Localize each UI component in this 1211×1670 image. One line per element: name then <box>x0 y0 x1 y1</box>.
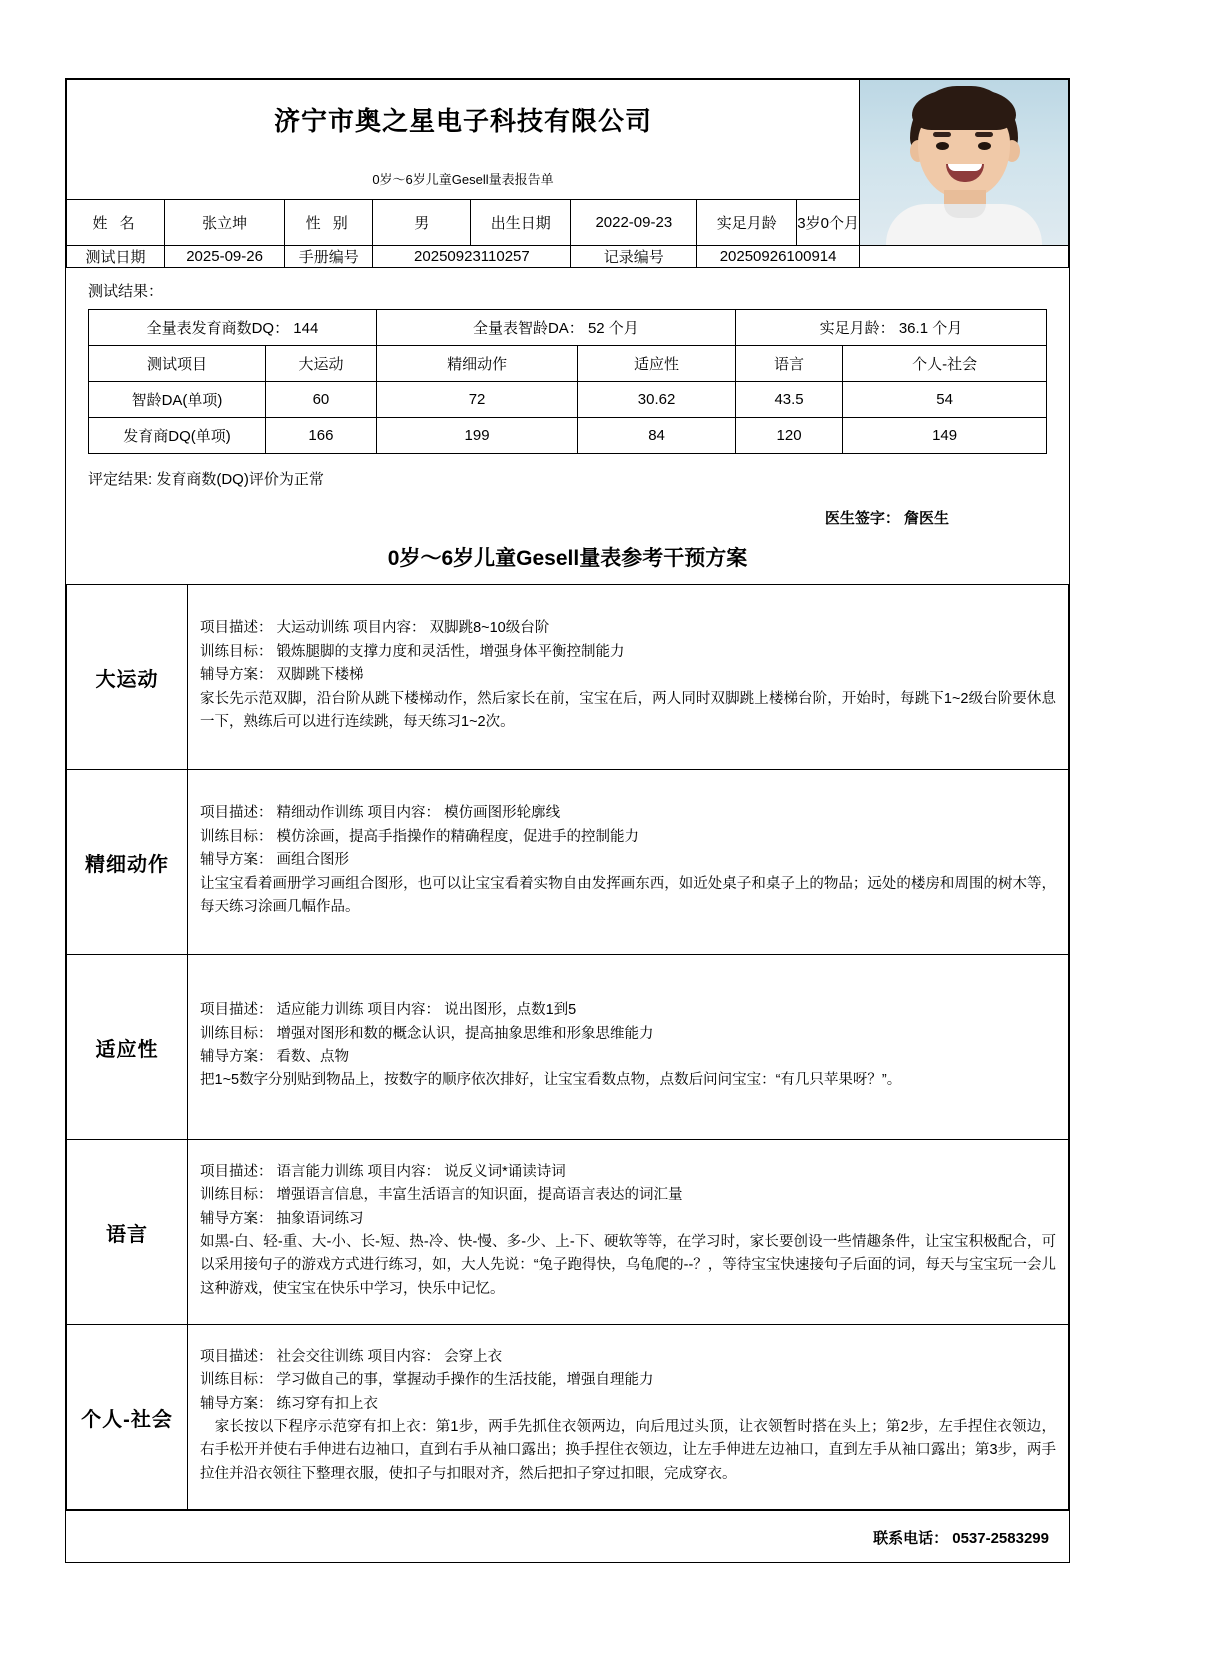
plan-line-description: 项目描述： 适应能力训练 项目内容： 说出图形，点数1到5 <box>200 1002 577 1019</box>
plan-content-personal-social <box>188 1325 1069 1510</box>
col-header-fine-motor: 精细动作 <box>376 346 577 382</box>
cell-da-gross-motor: 60 <box>266 382 377 418</box>
summary-dq: 全量表发育商数DQ： 144 <box>89 310 377 346</box>
plan-line-description: 项目描述： 语言能力训练 项目内容： 说反义词*诵读诗词 <box>200 1163 566 1180</box>
value-manual-no: 20250923110257 <box>373 246 571 268</box>
plan-line-description: 项目描述： 大运动训练 项目内容： 双脚跳8~10级台阶 <box>200 620 550 637</box>
cell-dq-personal-social: 149 <box>843 418 1047 454</box>
plan-category-adaptive: 适应性 <box>67 955 188 1140</box>
results-table <box>88 309 1047 454</box>
plan-row <box>67 1140 1069 1325</box>
plan-title: 0岁～6岁儿童Gesell量表参考干预方案 <box>387 547 748 570</box>
plan-line-method: 辅导方案： 看数、点物 <box>200 1049 350 1065</box>
col-header-item: 测试项目 <box>89 346 266 382</box>
plan-paragraph: 把1~5数字分别贴到物品上，按数字的顺序依次排好，让宝宝看数点物，点数后问问宝宝：“有几只苹果呀？”。 <box>200 1072 902 1089</box>
plan-category-fine-motor: 精细动作 <box>67 770 188 955</box>
cell-da-adaptive: 30.62 <box>578 382 736 418</box>
plan-row <box>67 955 1069 1140</box>
plan-paragraph: 家长按以下程序示范穿有扣上衣：第1步，两手先抓住衣领两边，向后甩过头顶，让衣领暂时搭在头上；第2步，左手捏住衣领边，右手松开并使右手伸进右边袖口，直到右手从袖口露出；换手捏住衣领边，让左手伸进左边袖口，直到左手从袖口露出；第3步，两手拉住并沿衣领往下整理衣服，使扣子与扣眼对齐，然后把扣子穿过扣眼，完成穿衣。 <box>200 1419 1056 1482</box>
contact-phone: 联系电话： 0537-2583299 <box>66 1510 1069 1562</box>
cell-dq-fine-motor: 199 <box>376 418 577 454</box>
col-header-gross-motor: 大运动 <box>266 346 377 382</box>
plan-paragraph: 让宝宝看着画册学习画组合图形，也可以让宝宝看着实物自由发挥画东西，如近处桌子和桌子上的物品；远处的楼房和周围的树木等，每天练习涂画几幅作品。 <box>200 875 1056 916</box>
header-table <box>66 79 1069 268</box>
plan-row <box>67 1325 1069 1510</box>
plan-category-personal-social: 个人-社会 <box>67 1325 188 1510</box>
value-actual-age: 3岁0个月 <box>797 199 860 245</box>
results-table-wrapper <box>66 309 1069 454</box>
report-subtitle: 0岁～6岁儿童Gesell量表报告单 <box>67 158 860 199</box>
plan-line-goal: 训练目标： 增强语言信息，丰富生活语言的知识面，提高语言表达的词汇量 <box>200 1187 683 1204</box>
plan-line-method: 辅导方案： 抽象语词练习 <box>200 1210 364 1227</box>
table-row <box>89 418 1047 454</box>
cell-dq-language: 120 <box>735 418 842 454</box>
plan-line-method: 辅导方案： 画组合图形 <box>200 852 350 869</box>
cell-da-personal-social: 54 <box>843 382 1047 418</box>
results-section-label: 测试结果： <box>88 283 164 300</box>
label-test-date: 测试日期 <box>67 246 165 268</box>
label-actual-age: 实足月龄 <box>697 199 797 245</box>
plan-line-description: 项目描述： 精细动作训练 项目内容： 模仿画图形轮廓线 <box>200 805 561 822</box>
table-header-row <box>89 346 1047 382</box>
label-record-no: 记录编号 <box>571 246 697 268</box>
plan-category-language: 语言 <box>67 1140 188 1325</box>
label-name: 姓 名 <box>67 199 165 245</box>
col-header-language: 语言 <box>735 346 842 382</box>
plan-content-fine-motor <box>188 770 1069 955</box>
plan-line-method: 辅导方案： 双脚跳下楼梯 <box>200 667 364 684</box>
photo-spacer <box>859 246 1068 268</box>
plan-line-description: 项目描述： 社会交往训练 项目内容： 会穿上衣 <box>200 1348 503 1365</box>
plan-line-goal: 训练目标： 模仿涂画，提高手指操作的精确程度，促进手的控制能力 <box>200 828 640 845</box>
row-label-dq: 发育商DQ(单项) <box>89 418 266 454</box>
label-birth-date: 出生日期 <box>471 199 571 245</box>
value-test-date: 2025-09-26 <box>165 246 285 268</box>
value-name: 张立坤 <box>165 199 285 245</box>
cell-da-language: 43.5 <box>735 382 842 418</box>
plan-paragraph: 如黑-白、轻-重、大-小、长-短、热-冷、快-慢、多-少、上-下、硬软等等，在学习时，家长要创设一些情趣条件，让宝宝积极配合，可以采用接句子的游戏方式进行练习，如，大人先说：“兔子跑得快，乌龟爬的--？，等待宝宝快速接句子后面的词，每天与宝宝玩一会儿这种游戏，使宝宝在快乐中学习，快乐中记忆。 <box>200 1234 1056 1297</box>
plan-line-goal: 训练目标： 学习做自己的事，掌握动手操作的生活技能，增强自理能力 <box>200 1372 654 1389</box>
plan-row <box>67 770 1069 955</box>
child-photo-cell <box>859 80 1068 246</box>
row-label-da: 智龄DA(单项) <box>89 382 266 418</box>
plan-content-adaptive <box>188 955 1069 1140</box>
value-record-no: 20250926100914 <box>697 246 860 268</box>
doctor-signature: 医生签字： 詹医生 <box>824 510 949 527</box>
plan-content-gross-motor <box>188 585 1069 770</box>
label-gender: 性 别 <box>285 199 373 245</box>
summary-da: 全量表智龄DA： 52 个月 <box>376 310 735 346</box>
plan-line-goal: 训练目标： 锻炼腿脚的支撑力度和灵活性，增强身体平衡控制能力 <box>200 643 625 660</box>
child-photo <box>860 80 1068 245</box>
plan-row <box>67 585 1069 770</box>
value-gender: 男 <box>373 199 471 245</box>
table-row <box>89 382 1047 418</box>
cell-da-fine-motor: 72 <box>376 382 577 418</box>
cell-dq-gross-motor: 166 <box>266 418 377 454</box>
col-header-personal-social: 个人-社会 <box>843 346 1047 382</box>
plan-line-method: 辅导方案： 练习穿有扣上衣 <box>200 1395 379 1412</box>
intervention-plan-table <box>66 584 1069 1510</box>
summary-actual-months: 实足月龄： 36.1 个月 <box>735 310 1046 346</box>
plan-category-gross-motor: 大运动 <box>67 585 188 770</box>
plan-content-language <box>188 1140 1069 1325</box>
plan-line-goal: 训练目标： 增强对图形和数的概念认识，提高抽象思维和形象思维能力 <box>200 1025 654 1042</box>
summary-row <box>89 310 1047 346</box>
cell-dq-adaptive: 84 <box>578 418 736 454</box>
col-header-adaptive: 适应性 <box>578 346 736 382</box>
evaluation-result: 评定结果: 发育商数(DQ)评价为正常 <box>88 471 324 488</box>
company-title: 济宁市奥之星电子科技有限公司 <box>67 80 860 159</box>
value-birth-date: 2022-09-23 <box>571 199 697 245</box>
plan-paragraph: 家长先示范双脚，沿台阶从跳下楼梯动作，然后家长在前，宝宝在后，两人同时双脚跳上楼梯台阶，开始时，每跳下1~2级台阶要休息一下，熟练后可以进行连续跳，每天练习1~2次。 <box>200 690 1056 731</box>
report-page <box>65 78 1070 1563</box>
label-manual-no: 手册编号 <box>285 246 373 268</box>
